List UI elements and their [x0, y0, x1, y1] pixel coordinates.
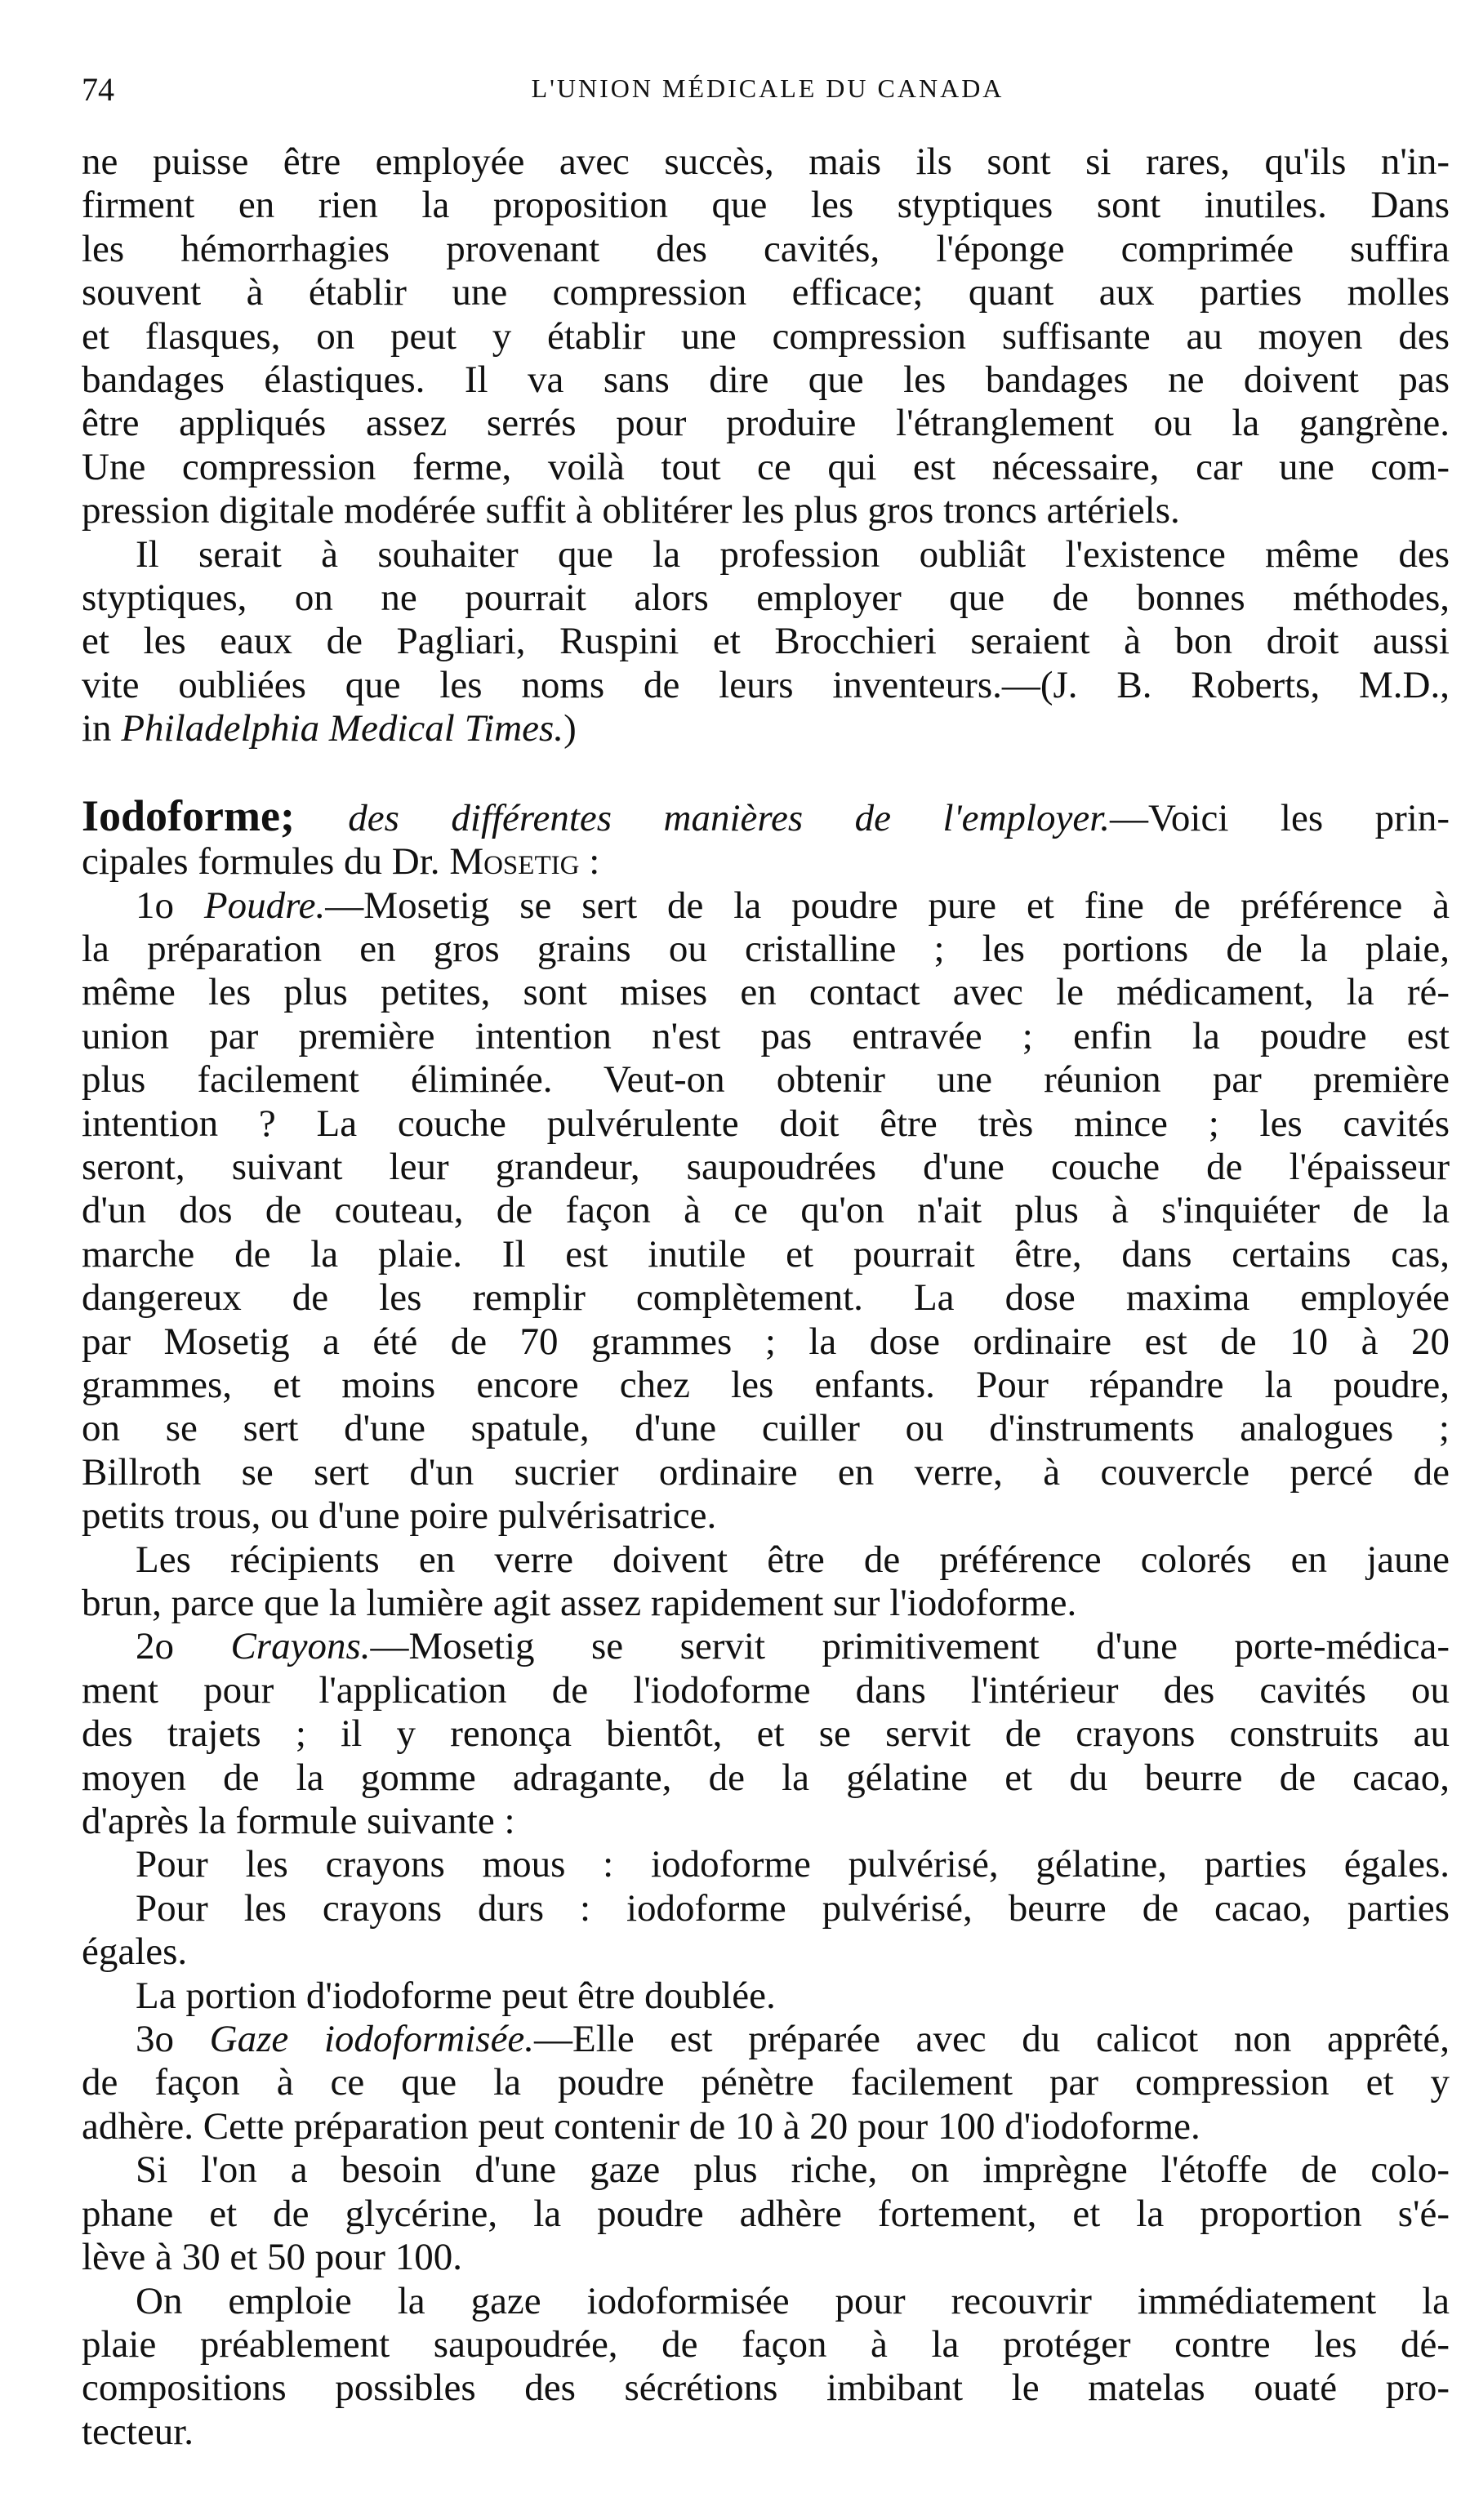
text-line: et flasques, on peut y établir une compression suffisante au moyen des: [82, 314, 1450, 358]
text-line: par Mosetig a été de 70 grammes ; la dose ordinaire est de 10 à 20: [82, 1320, 1450, 1363]
text-line: plaie préablement saupoudrée, de façon à la protéger contre les dé-: [82, 2322, 1450, 2366]
text-line: Une compression ferme, voilà tout ce qui est nécessaire, car une com-: [82, 445, 1450, 488]
text-line: Il serait à souhaiter que la profession oubliât l'existence même des: [136, 532, 1450, 576]
running-head: L'UNION MÉDICALE DU CANADA: [531, 73, 1004, 103]
text-line: des trajets ; il y renonça bientôt, et se servit de crayons construits au: [82, 1712, 1450, 1756]
text-line: cipales formules du Dr. Mosetig :: [82, 840, 600, 884]
text-line: dangereux de les remplir complètement. La dose maxima employée: [82, 1276, 1450, 1320]
text-line: même les plus petites, sont mises en contact avec le médicament, la ré-: [82, 971, 1450, 1014]
text-line: Billroth se sert d'un sucrier ordinaire en verre, à couvercle percé de: [82, 1450, 1450, 1494]
text-line: La portion d'iodoforme peut être doublée.: [136, 1974, 776, 2017]
text-line: adhère. Cette préparation peut contenir de 10 à 20 pour 100 d'iodoforme.: [82, 2104, 1200, 2148]
text-line: égales.: [82, 1930, 188, 1974]
text-line: vite oubliées que les noms de leurs inventeurs.—(J. B. Roberts, M.D.,: [82, 663, 1450, 706]
text-line: la préparation en gros grains ou cristalline ; les portions de la plaie,: [82, 927, 1450, 970]
text-line: ne puisse être employée avec succès, mais ils sont si rares, qu'ils n'in-: [82, 140, 1450, 183]
text-line: intention ? La couche pulvérulente doit être très mince ; les cavités: [82, 1102, 1450, 1145]
source-citation: in Philadelphia Medical Times.): [82, 707, 577, 750]
article-title: Iodoforme: [82, 790, 280, 840]
text-line: marche de la plaie. Il est inutile et pourrait être, dans certains cas,: [82, 1232, 1450, 1276]
article-heading-line: Iodoforme; des différentes manières de l'employer.—Voici les prin-: [82, 790, 1450, 840]
section-heading-line: 3o Gaze iodoformisée.—Elle est préparée avec du calicot non apprêté,: [136, 2018, 1450, 2061]
author-name: Mosetig: [449, 840, 580, 884]
text-line: brun, parce que la lumière agit assez rapidement sur l'iodoforme.: [82, 1582, 1077, 1624]
text-line: phane et de glycérine, la poudre adhère fortement, et la proportion s'é-: [82, 2192, 1450, 2235]
text-line: souvent à établir une compression efficace; quant aux parties molles: [82, 271, 1450, 314]
text-line: moyen de la gomme adragante, de la gélatine et du beurre de cacao,: [82, 1756, 1450, 1799]
source-journal: Philadelphia Medical Times.: [121, 707, 564, 750]
text-line: plus facilement éliminée. Veut-on obtenir une réunion par première: [82, 1058, 1450, 1102]
text-line: d'après la formule suivante :: [82, 1800, 515, 1843]
section-heading-line: 2o Crayons.—Mosetig se servit primitivement d'une porte-médica-: [136, 1625, 1450, 1668]
text-line: grammes, et moins encore chez les enfants. Pour répandre la poudre,: [82, 1363, 1450, 1406]
section-heading: Crayons.: [230, 1625, 371, 1668]
section-heading: Poudre.: [203, 884, 326, 927]
text-line: Si l'on a besoin d'une gaze plus riche, on imprègne l'étoffe de colo-: [136, 2148, 1450, 2192]
text-line: d'un dos de couteau, de façon à ce qu'on n'ait plus à s'inquiéter de la: [82, 1189, 1450, 1232]
text-line: ment pour l'application de l'iodoforme dans l'intérieur des cavités ou: [82, 1668, 1450, 1712]
section-heading-line: 1o Poudre.—Mosetig se sert de la poudre pure et fine de préférence à: [136, 884, 1450, 927]
text-line: firment en rien la proposition que les styptiques sont inutiles. Dans: [82, 184, 1450, 227]
text-line: petits trous, ou d'une poire pulvérisatrice.: [82, 1494, 717, 1538]
text-line: Les récipients en verre doivent être de préférence colorés en jaune: [136, 1538, 1450, 1581]
text-line: styptiques, on ne pourrait alors employer que de bonnes méthodes,: [82, 577, 1450, 620]
text-line: et les eaux de Pagliari, Ruspini et Brocchieri seraient à bon droit aussi: [82, 620, 1450, 663]
text-line: seront, suivant leur grandeur, saupoudrées d'une couche de l'épaisseur: [82, 1145, 1450, 1188]
article-subtitle: des différentes manières de l'employer.: [348, 796, 1111, 839]
text-line: union par première intention n'est pas entravée ; enfin la poudre est: [82, 1014, 1450, 1057]
page-number: 74: [82, 71, 114, 108]
text-line: on se sert d'une spatule, d'une cuiller ou d'instruments analogues ;: [82, 1407, 1450, 1450]
text-line: de façon à ce que la poudre pénètre facilement par compression et y: [82, 2061, 1450, 2104]
section-heading: Gaze iodoformisée.: [209, 2018, 535, 2061]
text-line: tecteur.: [82, 2410, 194, 2453]
text-line: On emploie la gaze iodoformisée pour recouvrir immédiatement la: [136, 2279, 1450, 2322]
journal-page: [82, 0, 1454, 2520]
body-text: [82, 140, 1450, 2454]
text-line: les hémorrhagies provenant des cavités, l'éponge comprimée suffira: [82, 227, 1450, 270]
page-header: [82, 70, 1454, 111]
text-line: être appliqués assez serrés pour produire l'étranglement ou la gangrène.: [82, 402, 1450, 445]
formula-line: Pour les crayons mous : iodoforme pulvérisé, gélatine, parties égales.: [136, 1843, 1450, 1886]
text-line: compositions possibles des sécrétions imbibant le matelas ouaté pro-: [82, 2366, 1450, 2410]
formula-line: Pour les crayons durs : iodoforme pulvérisé, beurre de cacao, parties: [136, 1886, 1450, 1930]
text-line: pression digitale modérée suffit à oblitérer les plus gros troncs artériels.: [82, 489, 1180, 532]
text-line: lève à 30 et 50 pour 100.: [82, 2236, 462, 2279]
text-line: bandages élastiques. Il va sans dire que les bandages ne doivent pas: [82, 358, 1450, 402]
